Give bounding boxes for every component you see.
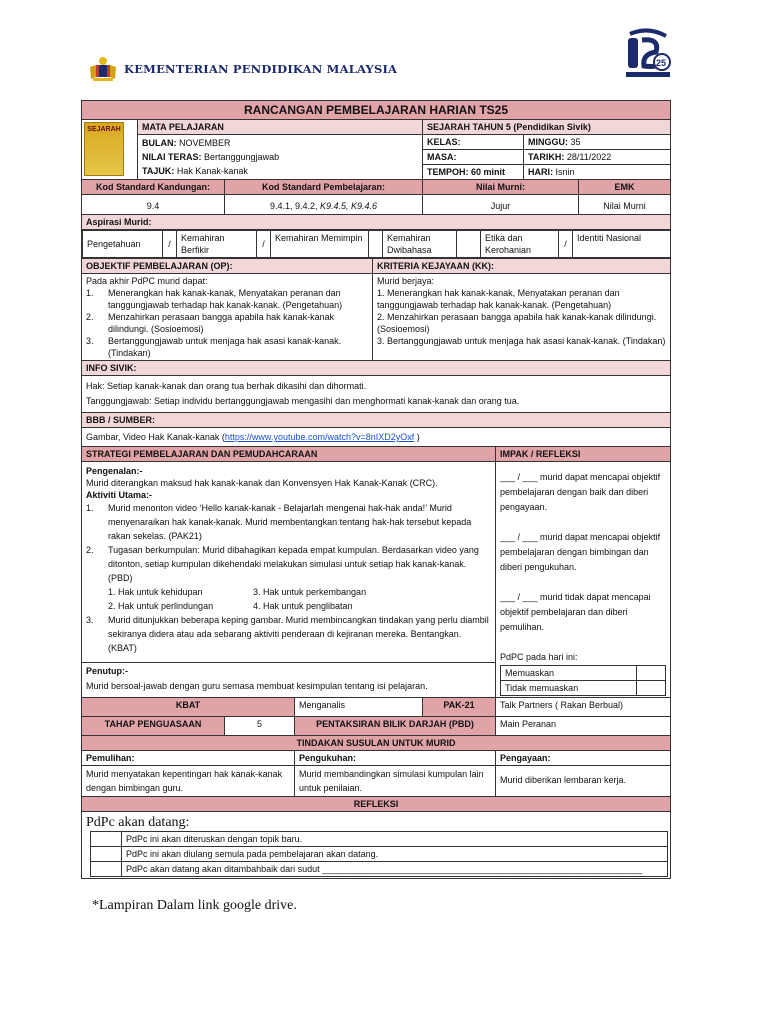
bbb-content: Gambar, Video Hak Kanak-kanak (https://www.youtube.com/watch?v=8nIXD2yOxf )	[82, 428, 671, 447]
opt-memuaskan-box[interactable]	[637, 666, 666, 681]
info-sivik-label: INFO SIVIK:	[82, 361, 671, 376]
pdpc-akan-datang: PdPc akan datang:	[86, 815, 190, 830]
aktiviti-item: 2. Tugasan berkumpulan: Murid dibahagikan kepada empat kumpulan. Berdasarkan video yang ditonton, setiap kumpulan dikehendaki melakukan simulasi untuk setiap hak kanak-kanak. (PBD)	[86, 545, 479, 583]
hari-cell: HARI: Isnin	[524, 165, 671, 180]
pengayaan-label: Pengayaan:	[496, 751, 671, 766]
impak-content: ___ / ___ murid dapat mencapai objektif pembelajaran dengan baik dan diberi pengayaan. ___ / ___ murid dapat mencapai objektif pembelajaran dengan bimbingan dan diberi pengukuhan. ___ / ___ murid tidak dapat mencapai objektif pembelajaran dan diberi pemulihan. PdPC pada hari ini: Memuaskan Tidak memuaskan	[496, 462, 671, 698]
pemulihan-value: Murid menyatakan kepentingan hak kanak-kanak dengan bimbingan guru.	[82, 766, 295, 797]
aspirasi-pengetahuan: Pengetahuan	[83, 231, 163, 258]
tp-value: 5	[225, 717, 295, 736]
pemulihan-label: Pemulihan:	[82, 751, 295, 766]
op-item: 2. Menzahirkan perasaan bangga apabila hak kanak-kanak dilindungi. (Sosioemosi)	[86, 312, 335, 334]
malaysia-crest-icon	[88, 55, 118, 83]
tarikh-cell: TARIKH: 28/11/2022	[524, 150, 671, 165]
kbat-value: Menganalis	[295, 698, 423, 717]
strategi-content: Pengenalan:- Murid diterangkan maksud hak kanak-kanak dan Konvensyen Hak Kanak-Kanak (CRC). Aktiviti Utama:- 1. Murid menonton video ‘Hello kanak-kanak - Belajarlah mengenai hak-hak anda!’ Murid menyenaraikan hak kanak-kanak. Murid membentangkan tentang hak-hak tersebut kepada rakan sekelas. (PAK21) 2. Tugasan berkumpulan: Murid dibahagikan kepada empat kumpulan. Berdasarkan video yang ditonton, setiap kumpulan dikehendaki melakukan simulasi untuk setiap hak kanak-kanak. (PBD) 1. Hak untuk kehidupan 3. Hak untuk perkembangan 2. Hak untuk perlindungan 4. Hak untuk penglibatan 3. Murid ditunjukkan beberapa keping gambar. Murid membincangkan tindakan yang perlu diambil sekiranya didera atau ada sebarang aktiviti penderaan di kejiranan mereka. Bentangkan. (KBAT)	[82, 462, 496, 663]
aspirasi-label: Aspirasi Murid:	[82, 215, 671, 230]
ts25-logo-icon	[622, 26, 674, 82]
refleksi-label: REFLEKSI	[82, 797, 671, 812]
penutup-content: Penutup:- Murid bersoal-jawab dengan guru semasa membuat kesimpulan tentang isi pelajaran.	[82, 662, 496, 697]
op-label: OBJEKTIF PEMBELAJARAN (OP):	[82, 259, 373, 274]
ministry-name: KEMENTERIAN PENDIDIKAN MALAYSIA	[124, 62, 398, 76]
opt-tidak-memuaskan-box[interactable]	[637, 681, 666, 696]
pengukuhan-value: Murid membandingkan simulasi kumpulan lain untuk penilaian.	[295, 766, 496, 797]
mata-pelajaran-value: SEJARAH TAHUN 5 (Pendidikan Sivik)	[423, 120, 671, 135]
minggu-cell: MINGGU: 35	[524, 135, 671, 150]
aspirasi-row	[82, 230, 671, 259]
pengukuhan-label: Pengukuhan:	[295, 751, 496, 766]
book-cover-cell	[82, 120, 138, 180]
strategi-label: STRATEGI PEMBELAJARAN DAN PEMUDAHCARAAN	[82, 447, 496, 462]
future-table	[90, 831, 668, 877]
refleksi-content	[82, 812, 671, 879]
kk-label: KRITERIA KEJAYAAN (KK):	[373, 259, 671, 274]
pbd-label: PENTAKSIRAN BILIK DARJAH (PBD)	[295, 717, 496, 736]
aktiviti-item: 1. Murid menonton video ‘Hello kanak-kanak - Belajarlah mengenai hak-hak anda!’ Murid menyenaraikan hak kanak-kanak. Murid membentangkan tentang hak-hak tersebut kepada rakan sekelas. (PAK21)	[86, 503, 472, 541]
aspirasi-mark-4	[457, 231, 481, 258]
bbb-label: BBB / SUMBER:	[82, 413, 671, 428]
logo-number: 25	[656, 58, 667, 68]
bulan-nilai-tajuk: BULAN: NOVEMBER NILAI TERAS: Bertanggungjawab TAJUK: Hak Kanak-kanak	[138, 135, 423, 180]
emk-value: Nilai Murni	[579, 195, 671, 215]
aspirasi-berfikir: Kemahiran Berfikir	[177, 231, 257, 258]
future-check-1[interactable]	[91, 832, 122, 847]
aspirasi-identiti: Identiti Nasional	[573, 231, 671, 258]
pengayaan-value: Murid diberikan lembaran kerja.	[496, 766, 671, 797]
kk-item: 1. Menerangkan hak kanak-kanak, Menyatakan peranan dan tanggungjawab terhadap hak kanak-kanak. (Pengetahuan)	[377, 288, 620, 310]
nilai-murni-header: Nilai Murni:	[423, 180, 579, 195]
op-content: Pada akhir PdPC murid dapat: 1. Menerangkan hak kanak-kanak, Menyatakan peranan dan tanggungjawab terhadap hak kanak-kanak. (Pengetahuan) 2. Menzahirkan perasaan bangga apabila hak kanak-kanak dilindungi. (Sosioemosi) 3. Bertanggungjawab untuk menjaga hak asasi kanak-kanak. (Tindakan)	[82, 274, 373, 361]
future-check-2[interactable]	[91, 847, 122, 862]
lampiran-note: *Lampiran Dalam link google drive.	[92, 898, 297, 913]
aspirasi-etika: Etika dan Kerohanian	[481, 231, 559, 258]
lesson-plan-table	[81, 100, 671, 879]
aspirasi-dwibahasa: Kemahiran Dwibahasa	[383, 231, 457, 258]
opt-tidak-memuaskan: Tidak memuaskan	[501, 681, 637, 696]
youtube-link[interactable]: https://www.youtube.com/watch?v=8nIXD2yOxf	[224, 432, 415, 442]
op-item: 1. Menerangkan hak kanak-kanak, Menyatakan peranan dan tanggungjawab terhadap hak kanak-kanak. (Pengetahuan)	[86, 288, 343, 310]
kk-item: 2. Menzahirkan perasaan bangga apabila hak kanak-kanak dilindungi. (Sosioemosi)	[377, 312, 657, 334]
kk-content: Murid berjaya: 1. Menerangkan hak kanak-kanak, Menyatakan peranan dan tanggungjawab terhadap hak kanak-kanak. (Pengetahuan) 2. Menzahirkan perasaan bangga apabila hak kanak-kanak dilindungi. (Sosioemosi) 3. Bertanggungjawab untuk menjaga hak asasi kanak-kanak. (Tindakan)	[373, 274, 671, 361]
aspirasi-mark-2: /	[257, 231, 271, 258]
mata-pelajaran-label: MATA PELAJARAN	[138, 120, 423, 135]
info-sivik-content: Hak: Setiap kanak-kanak dan orang tua berhak dikasihi dan dihormati. Tanggungjawab: Setiap individu bertanggungjawab mengasihi dan menghormati kanak-kanak dan orang tua.	[82, 376, 671, 413]
aspirasi-mark-3	[369, 231, 383, 258]
pak21-value: Talk Partners ( Rakan Berbual)	[496, 698, 671, 717]
masa-label: MASA:	[423, 150, 524, 165]
kbat-label: KBAT	[82, 698, 295, 717]
future-check-3[interactable]	[91, 862, 122, 877]
plan-title: RANCANGAN PEMBELAJARAN HARIAN TS25	[82, 101, 671, 120]
kelas-label: KELAS:	[423, 135, 524, 150]
pdpc-status-table	[500, 665, 666, 696]
kod-sp-header: Kod Standard Pembelajaran:	[225, 180, 423, 195]
tindakan-label: TINDAKAN SUSULAN UNTUK MURID	[82, 736, 671, 751]
ministry-header	[88, 54, 397, 84]
future-item: PdPc ini akan diteruskan dengan topik baru.	[122, 832, 668, 847]
kod-sk-value: 9.4	[82, 195, 225, 215]
nilai-murni-value: Jujur	[423, 195, 579, 215]
kod-sk-header: Kod Standard Kandungan:	[82, 180, 225, 195]
aspirasi-memimpin: Kemahiran Memimpin	[271, 231, 369, 258]
aktiviti-item: 3. Murid ditunjukkan beberapa keping gambar. Murid membincangkan tindakan yang perlu diambil sekiranya didera atau ada sebarang aktiviti penderaan di kejiranan mereka. Bentangkan. (KBAT)	[86, 615, 489, 653]
kod-sp-value: 9.4.1, 9.4.2, K9.4.5, K9.4.6	[225, 195, 423, 215]
tempoh-cell: TEMPOH: 60 minit	[423, 165, 524, 180]
aspirasi-mark-1: /	[163, 231, 177, 258]
emk-header: EMK	[579, 180, 671, 195]
future-item: PdPc ini akan diulang semula pada pembelajaran akan datang.	[122, 847, 668, 862]
book-cover-image: SEJARAH	[84, 122, 124, 176]
impak-label: IMPAK / REFLEKSI	[496, 447, 671, 462]
tp-label: TAHAP PENGUASAAN	[82, 717, 225, 736]
pak21-label: PAK-21	[423, 698, 496, 717]
opt-memuaskan: Memuaskan	[501, 666, 637, 681]
aspirasi-mark-5: /	[559, 231, 573, 258]
future-item: PdPc akan datang akan ditambahbaik dari sudut ________________________________________________________________	[122, 862, 668, 877]
op-item: 3. Bertanggungjawab untuk menjaga hak asasi kanak-kanak. (Tindakan)	[86, 336, 342, 358]
pbd-value: Main Peranan	[496, 717, 671, 736]
kk-item: 3. Bertanggungjawab untuk menjaga hak asasi kanak-kanak. (Tindakan)	[377, 336, 666, 346]
